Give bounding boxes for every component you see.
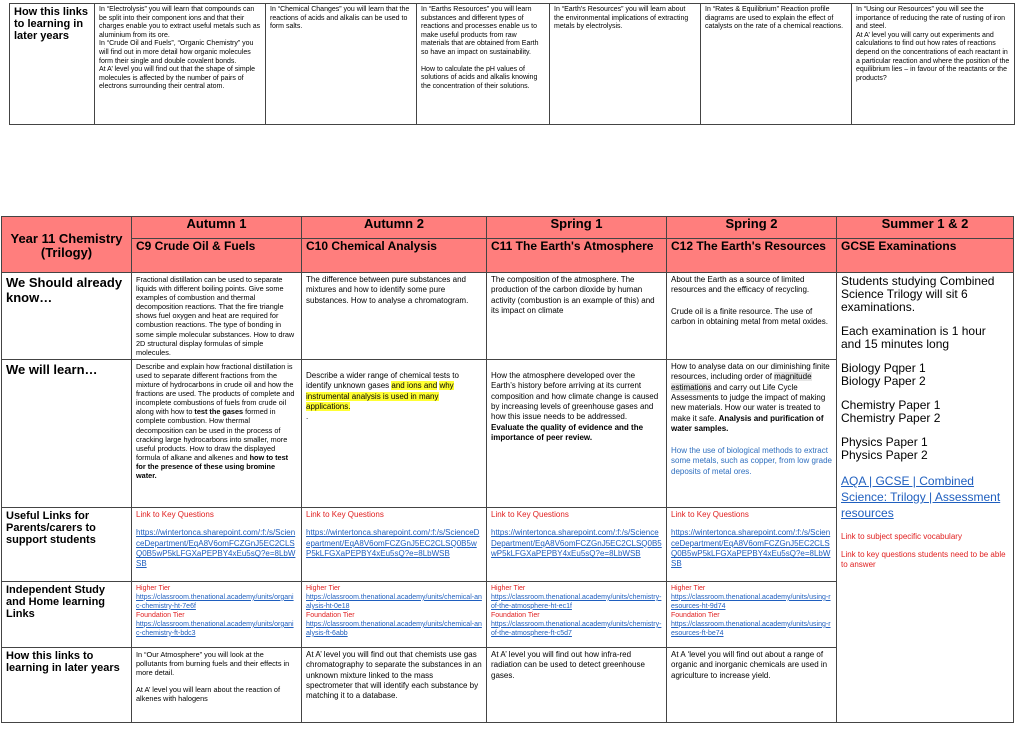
later-spring-2: At A ‘level you will find out about a range of organic and inorganic chemicals are used in agriculture to increase yield. <box>667 647 837 722</box>
key-questions-link[interactable]: Link to Key Questions <box>136 509 214 519</box>
term-autumn-1: Autumn 1 <box>132 217 302 239</box>
row-label-already-know: We Should already know… <box>2 273 132 360</box>
learn-autumn-1: Describe and explain how fractional distillation is used to separate different fractions from the mixture of hydrocarbons in crude oil and how the fractions are used. The products of complete and incomplete combustions of fuels from crude oil along with how to test the gases formed in complete combustion. How thermal decomposition can be used in the process of cracking large hydrocarbons into smaller, more useful products. How to draw the displayed formula of alkane and alkenes and how to test for the presence of these using bromine water. <box>132 359 302 507</box>
cell-extracting-metals: In “Earth’s Resources” you will learn about the environmental implications of extracting metals by electrolysis. <box>550 4 701 125</box>
cell-text: At A’ level you will carry out experiments and calculations to find out how rates of reactions depend on the concentrations of each reactant in a particular reaction and where the position of the equilibrium lies – in favour of the reactants or the products? <box>856 31 1010 82</box>
higher-tier-label: Higher Tier <box>306 584 341 592</box>
indep-autumn-1 <box>132 581 302 647</box>
useful-spring-2 <box>667 507 837 581</box>
higher-tier-link[interactable]: https://classroom.thenational.academy/units/using-resources-ht-9d74 <box>671 593 831 610</box>
higher-tier-label: Higher Tier <box>136 584 171 592</box>
cell-text: About the Earth as a source of limited resources and the efficacy of recycling. <box>671 275 810 295</box>
key-questions-link[interactable]: Link to Key Questions <box>491 509 569 519</box>
cell-chemical-changes: In “Chemical Changes” you will learn that the reactions of acids and alkalis can be used to form salts. <box>266 4 417 125</box>
cell-text: In “Earths Resources” you will learn substances and different types of reactions and processes enable us to make useful products from raw materials that are obtained from Earth so have an impact on sustainability. <box>421 6 539 56</box>
foundation-tier-label: Foundation Tier <box>136 611 185 619</box>
indep-spring-2 <box>667 581 837 647</box>
foundation-tier-link[interactable]: https://classroom.thenational.academy/units/chemical-analysis-ft-6abb <box>306 620 482 637</box>
cell-electrolysis <box>95 4 266 125</box>
topic-c11: C11 The Earth's Atmosphere <box>487 239 667 273</box>
indep-autumn-2 <box>302 581 487 647</box>
curriculum-table <box>1 216 1014 723</box>
higher-tier-label: Higher Tier <box>491 584 526 592</box>
row-label-will-learn: We will learn… <box>2 359 132 507</box>
exam-chemistry-1: Chemistry Paper 1 <box>841 398 941 412</box>
year-title: Year 11 Chemistry (Trilogy) <box>2 217 132 273</box>
learn-spring-1: How the atmosphere developed over the Earth’s history before arriving at its current composition and how climate change is caused by increasing levels of greenhouse gases and how this issue needs to be addressed. Evaluate the quality of evidence and the importance of peer review. <box>487 359 667 507</box>
table-row <box>2 273 1014 360</box>
vocabulary-link[interactable]: Link to subject specific vocabulary <box>841 532 962 541</box>
useful-spring-1 <box>487 507 667 581</box>
know-autumn-2: The difference between pure substances and mixtures and how to identify some pure substances. How to analyse a chromatogram. <box>302 273 487 360</box>
cell-earths-resources <box>417 4 550 125</box>
term-header-row <box>2 217 1014 239</box>
topic-header-row <box>2 239 1014 273</box>
key-questions-link[interactable]: Link to Key Questions <box>671 509 749 519</box>
topic-gcse: GCSE Examinations <box>837 239 1014 273</box>
know-spring-2 <box>667 273 837 360</box>
row-label-later-years: How this links to learning in later years <box>10 4 95 125</box>
higher-tier-label: Higher Tier <box>671 584 706 592</box>
higher-tier-link[interactable]: https://classroom.thenational.academy/units/chemistry-of-the-atmosphere-ht-ec1f <box>491 593 662 610</box>
foundation-tier-link[interactable]: https://classroom.thenational.academy/units/using-resources-ft-be74 <box>671 620 831 637</box>
cell-text: In “Crude Oil and Fuels”, “Organic Chemistry” you will find out in more detail how organic molecules form their single and double covalent bonds. <box>99 40 254 65</box>
term-autumn-2: Autumn 2 <box>302 217 487 239</box>
higher-tier-link[interactable]: https://classroom.thenational.academy/units/organic-chemistry-ht-7e6f <box>136 593 294 610</box>
exam-biology-1: Biology Pqper 1 <box>841 361 926 375</box>
topic-c9: C9 Crude Oil & Fuels <box>132 239 302 273</box>
row-label-later-years: How this links to learning in later years <box>2 647 132 722</box>
biological-methods-text: How the use of biological methods to extract some metals, such as copper, from low grade deposits of metal ores. <box>671 445 832 476</box>
sharepoint-link[interactable]: https://wintertonca.sharepoint.com/:f:/s/ScienceDepartment/EqA8V6omFCZGnJ5EC2CLSQ0B5wP5kLFGXaPEPBY4xEu5sQ?e=8LbWSB <box>136 528 296 569</box>
prior-table <box>9 3 1015 125</box>
sharepoint-link[interactable]: https://wintertonca.sharepoint.com/:f:/s/ScienceDepartment/EqA8V6omFCZGnJ5EC2CLSQ0B5wP5kLFGXaPEPBY4xEu5sQ?e=8LbWSB <box>491 528 662 559</box>
cell-text: In “Our Atmosphere” you will look at the pollutants from burning fuels and their effects in more detail. <box>136 649 290 678</box>
exam-biology-2: Biology Paper 2 <box>841 374 926 388</box>
cell-using-resources <box>852 4 1015 125</box>
row-label-useful-links: Useful Links for Parents/carers to support students <box>2 507 132 581</box>
learn-autumn-2: Describe a wider range of chemical tests to identify unknown gases and ions and why instrumental analysis is used in many applications. . <box>302 359 487 507</box>
foundation-tier-label: Foundation Tier <box>306 611 355 619</box>
cell-text: In “Using our Resources” you will see the importance of reducing the rate of rusting of iron and steel. <box>856 6 1006 31</box>
indep-spring-1 <box>487 581 667 647</box>
exam-physics-1: Physics Paper 1 <box>841 435 928 449</box>
foundation-tier-label: Foundation Tier <box>491 611 540 619</box>
cell-text: In “Electrolysis” you will learn that compounds can be split into their component ions and that their charges enable you to extract useful metals such as aluminium from its ore. <box>99 6 261 39</box>
learn-spring-2: How to analyse data on our diminishing finite resources, including order of magnitude estimations and carry out Life Cycle Assessments to judge the impact of making new materials. How our water is treated to make it safe. Analysis and purification of water samples. How the use of biological methods to extract some metals, such as copper, from low grade deposits of metal ores. <box>667 359 837 507</box>
cell-text: Students studying Combined Science Trilogy will sit 6 examinations. <box>841 274 995 314</box>
sharepoint-link[interactable]: https://wintertonca.sharepoint.com/:f:/s/ScienceDepartment/EqA8V6omFCZGnJ5EC2CLSQ0B5wP5kLFGXaPEPBY4xEu5sQ?e=8LbWSB <box>671 528 831 569</box>
higher-tier-link[interactable]: https://classroom.thenational.academy/units/chemical-analysis-ht-0e18 <box>306 593 482 610</box>
foundation-tier-link[interactable]: https://classroom.thenational.academy/units/chemistry-of-the-atmosphere-ft-c5d7 <box>491 620 662 637</box>
know-spring-1: The composition of the atmosphere. The production of the carbon dioxide by human activity (combustion is an example of this) and its impact on climate <box>487 273 667 360</box>
useful-autumn-1 <box>132 507 302 581</box>
key-questions-link[interactable]: Link to key questions students need to be able to answer <box>841 550 1006 569</box>
later-autumn-1 <box>132 647 302 722</box>
useful-autumn-2 <box>302 507 487 581</box>
later-autumn-2: At A’ level you will find out that chemists use gas chromatography to separate the substances in an unknown mixture linked to the mass spectrometer that will identify each substance by matching it to a database. <box>302 647 487 722</box>
aqa-assessment-link[interactable]: AQA | GCSE | Combined Science: Trilogy | Assessment resources <box>841 474 1001 520</box>
key-questions-link[interactable]: Link to Key Questions <box>306 509 384 519</box>
sharepoint-link[interactable]: https://wintertonca.sharepoint.com/:f:/s/ScienceDepartment/EqA8V6omFCZGnJ5EC2CLSQ0B5wP5kLFGXaPEPBY4xEu5sQ?e=8LbWSB <box>306 528 480 559</box>
foundation-tier-link[interactable]: https://classroom.thenational.academy/units/organic-chemistry-ft-bdc3 <box>136 620 294 637</box>
topic-c10: C10 Chemical Analysis <box>302 239 487 273</box>
term-spring-2: Spring 2 <box>667 217 837 239</box>
cell-text: Each examination is 1 hour and 15 minutes long <box>841 324 986 351</box>
know-autumn-1: Fractional distillation can be used to separate liquids with different boiling points. Give some examples of combustion and thermal decomposition reactions. That the fire triangle shows fuel oxygen and heat are required for combustion reactions. The type of bonding in some simple molecular substances. How to draw 2D structural display formulas of simple molecules. <box>132 273 302 360</box>
topic-c12: C12 The Earth's Resources <box>667 239 837 273</box>
cell-text: At A’ level you will find out that the shape of simple molecules is affected by the number of pairs of electrons surrounding their central atom. <box>99 66 256 91</box>
exam-chemistry-2: Chemistry Paper 2 <box>841 411 941 425</box>
table-row <box>10 4 1015 125</box>
term-summer: Summer 1 & 2 <box>837 217 1014 239</box>
term-spring-1: Spring 1 <box>487 217 667 239</box>
summer-exams-cell <box>837 273 1014 723</box>
cell-text: Crude oil is a finite resource. The use of carbon in obtaining metal from metal oxides. <box>671 306 828 327</box>
exam-physics-2: Physics Paper 2 <box>841 448 928 462</box>
cell-text: At A’ level you will learn about the reaction of alkenes with halogens <box>136 685 280 704</box>
cell-text: How to calculate the pH values of solutions of acids and alkalis knowing the concentration of their solutions. <box>421 65 538 90</box>
cell-rates-equilibrium: In “Rates & Equilibrium” Reaction profile diagrams are used to explain the effect of catalysts on the rate of a chemical reactions. <box>701 4 852 125</box>
row-label-independent-study: Independent Study and Home learning Links <box>2 581 132 647</box>
later-spring-1: At A’ level you will find out how infra-red radiation can be used to detect greenhouse gases. <box>487 647 667 722</box>
foundation-tier-label: Foundation Tier <box>671 611 720 619</box>
